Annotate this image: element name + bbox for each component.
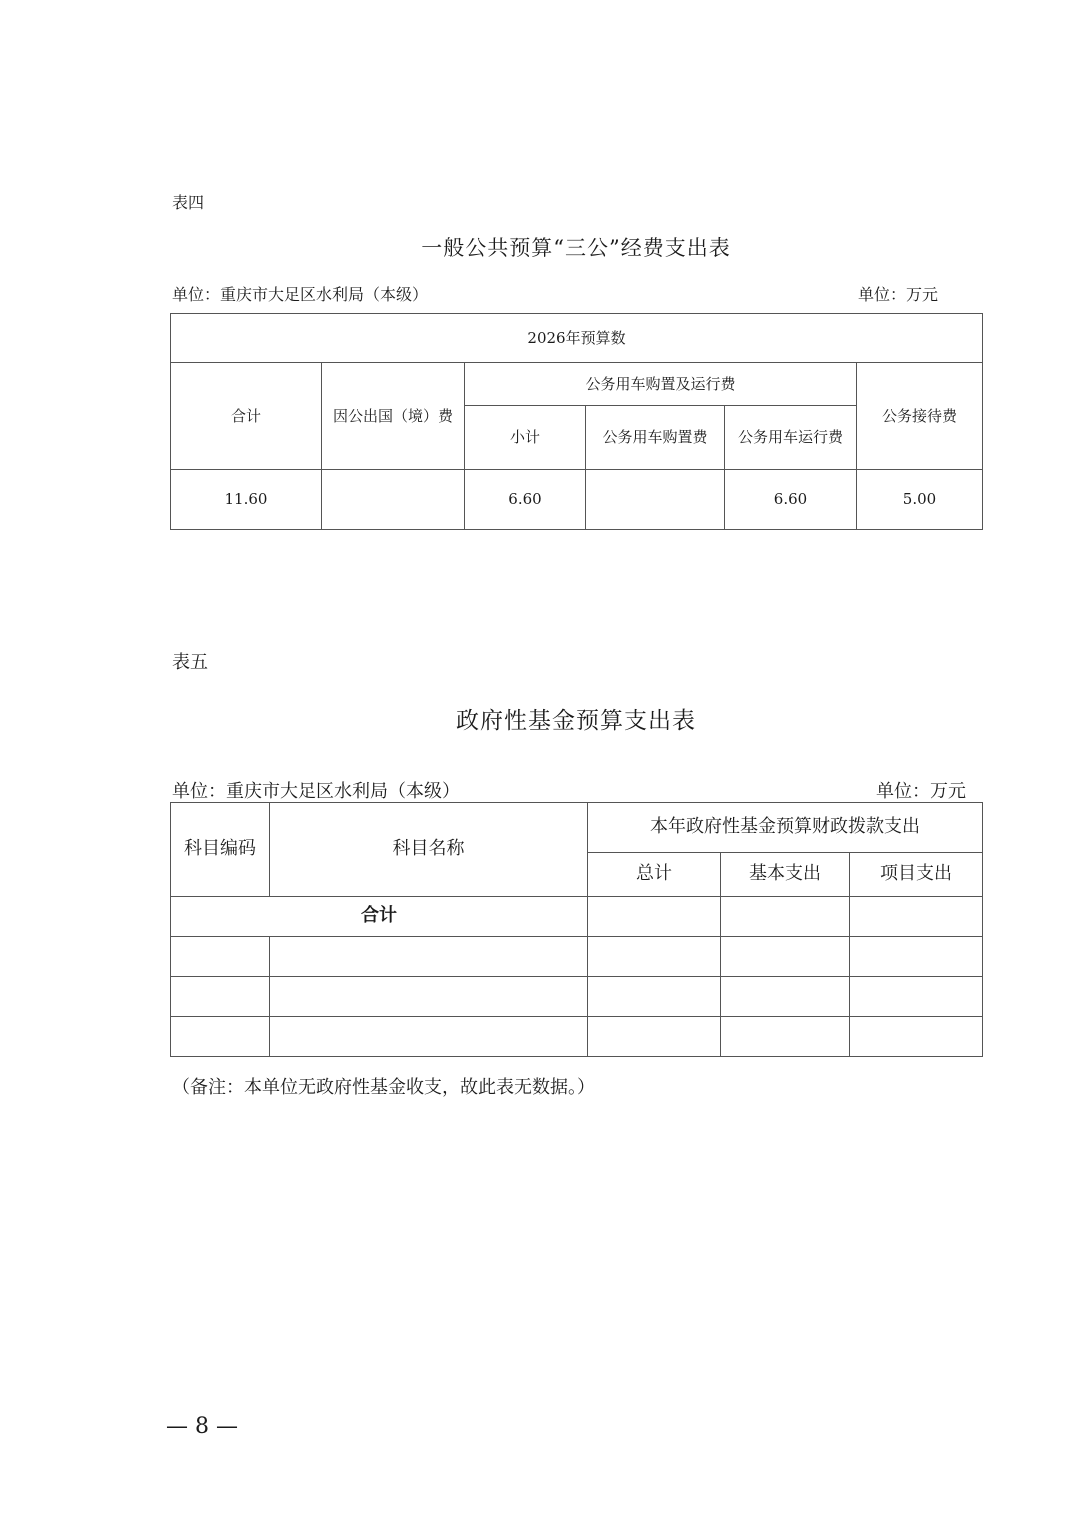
col-reception-header: 公务接待费 <box>857 363 983 470</box>
col-subtotal-header: 小计 <box>465 406 586 470</box>
col-total-header: 合计 <box>171 363 322 470</box>
cell-project <box>850 937 983 977</box>
col-vehicle-group-header: 公务用车购置及运行费 <box>465 363 857 406</box>
cell-vehicle-purchase <box>586 470 725 530</box>
table-row <box>171 470 983 530</box>
table5-title: 政府性基金预算支出表 <box>456 708 696 734</box>
table-row <box>171 1017 983 1057</box>
table4-unit-left: 单位：重庆市大足区水利局（本级） <box>172 285 429 304</box>
table5-unit-right: 单位：万元 <box>876 781 966 802</box>
col-vehicle-operation-header: 公务用车运行费 <box>725 406 857 470</box>
col-name-header: 科目名称 <box>270 803 588 897</box>
cell-project <box>850 897 983 937</box>
cell-total <box>588 1017 721 1057</box>
table4-title: 一般公共预算“三公”经费支出表 <box>421 236 731 260</box>
cell-reception: 5.00 <box>857 470 983 530</box>
cell-code <box>171 1017 270 1057</box>
cell-total: 11.60 <box>171 470 322 530</box>
col-abroad-header: 因公出国（境）费 <box>322 363 465 470</box>
table-row <box>171 937 983 977</box>
table-row <box>171 977 983 1017</box>
col-project-header: 项目支出 <box>850 853 983 897</box>
cell-code <box>171 977 270 1017</box>
table5-note: （备注：本单位无政府性基金收支，故此表无数据。） <box>172 1077 595 1098</box>
cell-name <box>270 977 588 1017</box>
header-year: 2026年预算数 <box>171 314 983 363</box>
col-code-header: 科目编码 <box>171 803 270 897</box>
cell-total <box>588 977 721 1017</box>
table5-tag: 表五 <box>172 652 208 673</box>
government-fund-budget-table <box>170 802 983 1057</box>
col-vehicle-purchase-header: 公务用车购置费 <box>586 406 725 470</box>
total-label: 合计 <box>171 897 588 937</box>
col-total-header: 总计 <box>588 853 721 897</box>
cell-total <box>588 897 721 937</box>
cell-vehicle-operation: 6.60 <box>725 470 857 530</box>
col-basic-header: 基本支出 <box>721 853 850 897</box>
cell-total <box>588 937 721 977</box>
cell-basic <box>721 897 850 937</box>
table-row <box>171 897 983 937</box>
cell-basic <box>721 977 850 1017</box>
three-public-expenses-table <box>170 313 983 530</box>
cell-subtotal: 6.60 <box>465 470 586 530</box>
cell-name <box>270 937 588 977</box>
cell-abroad <box>322 470 465 530</box>
cell-project <box>850 977 983 1017</box>
cell-project <box>850 1017 983 1057</box>
table5-unit-left: 单位：重庆市大足区水利局（本级） <box>172 781 460 802</box>
table4-tag: 表四 <box>172 193 205 212</box>
cell-basic <box>721 937 850 977</box>
cell-basic <box>721 1017 850 1057</box>
page-number: — 8 — <box>166 1414 238 1439</box>
cell-name <box>270 1017 588 1057</box>
cell-code <box>171 937 270 977</box>
table4-unit-right: 单位：万元 <box>858 285 939 304</box>
col-group-header: 本年政府性基金预算财政拨款支出 <box>588 803 983 853</box>
